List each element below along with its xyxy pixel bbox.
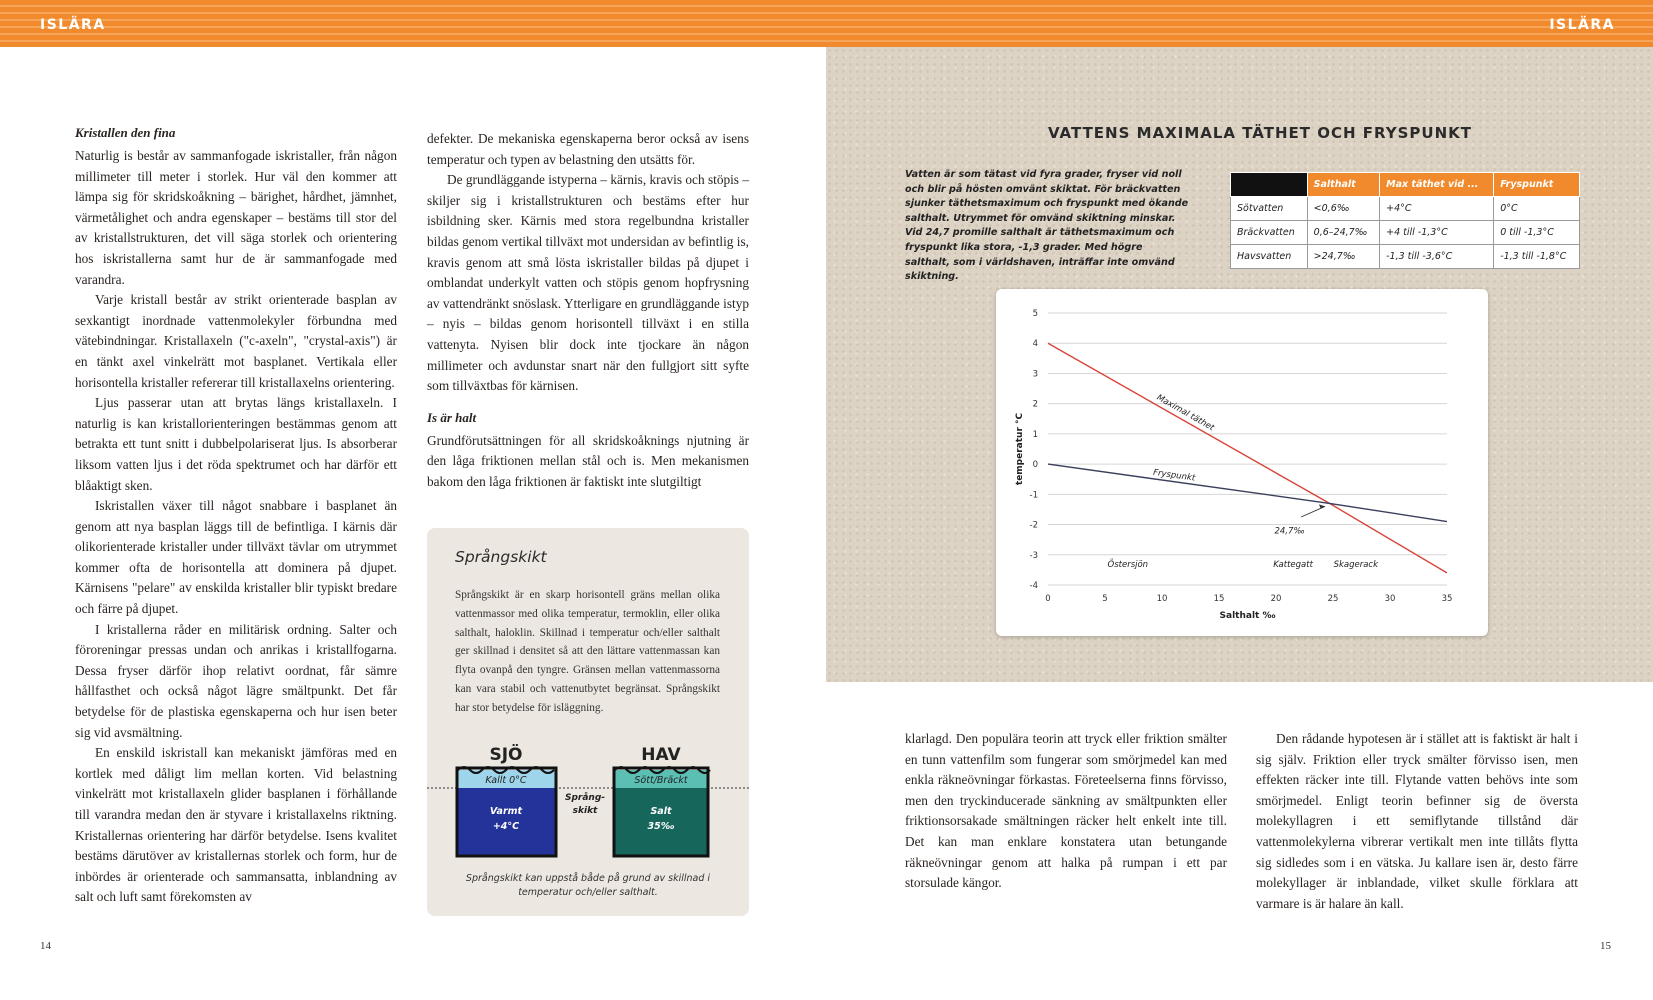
table-header-cell (1231, 173, 1308, 197)
paragraph: Grundförutsättningen för all skridskoåknings njutning är den låga friktionen mellan stål och is. Men mekanismen bakom den låga friktionen är faktiskt inte slutgiltigt (427, 432, 749, 489)
sea-top-label: Sött/Bräckt (634, 775, 688, 786)
table-header-cell: Fryspunkt (1494, 173, 1580, 197)
sea-bottom-label-2: 35‰ (647, 821, 675, 832)
lake-bottom-label-1: Varmt (489, 806, 523, 817)
x-tick-label: 30 (1384, 594, 1396, 604)
y-tick-label: 0 (1032, 460, 1038, 471)
x-tick-label: 0 (1045, 594, 1051, 604)
paragraph: I kristallerna råder en militärisk ordning. Salter och föroreningar pressas undan och anrikas i kristallfogarna. Dessa fryser därför ihop relativt oordnat, får sämre hållfasthet och också något lägre smältpunkt. Det får betydelse för de plastiska egenskaperna och hur isen beter sig vid avsmältning. (75, 621, 397, 740)
left-column-1 (75, 124, 397, 908)
chart-title: VATTENS MAXIMALA TÄTHET OCH FRYSPUNKT (1047, 124, 1473, 142)
y-tick-label: 2 (1032, 399, 1038, 410)
table-header-cell: Max täthet vid ... (1380, 173, 1494, 197)
paragraph: klarlagd. Den populära teorin att tryck eller friktion smälter en tunn vattenfilm som fungerar som smörjmedel kan med enkla räkneövningar förkastas. Företeelserna finns förvisso, men den tryckinducerade sänkning av smältpunkten eller friktionsorsakade smältningen räcker helt enkelt inte till. Det kan man enklare konstatera utan betungande räkneövningar genom att halka på rumpan i ett par storsulade kängor. (905, 731, 1227, 891)
lake-top-label: Kallt 0°C (485, 775, 527, 786)
table-cell: <0,6‰ (1307, 197, 1379, 221)
y-tick-label: 3 (1032, 369, 1038, 380)
lake-label: SJÖ (489, 745, 523, 765)
paragraph: Varje kristall består av strikt orienterade basplan av sexkantigt inordnade vattenmolekyler förbundna med vätebindningar. Kristallaxeln ("c-axeln", "crystal-axis") är en tänkt axel vinkelrätt mot basplanet. Vertikala eller horisontella kristaller refererar till kristallaxelns orientering. (75, 292, 397, 390)
annotation-label: Skagerack (1333, 559, 1379, 570)
paragraph: Ljus passerar utan att brytas längs kristallaxeln. I naturlig is kan kristallorienteringen bestämmas genom att betrakta ett tunt snitt i dubbelpolariserat ljus. Is absorberar liksom vatten ljus i det röda spektrumet och har därför ett blåaktigt sken. (75, 395, 397, 493)
freezing-point-series-label: Fryspunkt (1152, 467, 1196, 484)
x-tick-label: 15 (1213, 594, 1225, 604)
density-freezing-chart (996, 289, 1488, 636)
chart-annotations (1108, 393, 1380, 570)
right-column-1 (905, 729, 1227, 894)
x-tick-label: 20 (1270, 594, 1282, 604)
paragraph: Iskristallen växer till något snabbare i basplanet än genom att nya basplan läggs till de befintliga. I kärnis där olikorienterade kristaller under tillväxt tävlar om utrymmet kommer ofta de horisontella att dominera på djupet. Kärnisens "pelare" av enskilda kristaller blir typiskt bredare och färre på djupet. (75, 498, 397, 617)
middle-label-1: Språng- (564, 793, 606, 803)
chart-card (996, 289, 1488, 636)
table-cell: Sötvatten (1231, 197, 1308, 221)
y-tick-label: 1 (1032, 429, 1038, 440)
salinity-table (1230, 172, 1580, 269)
table-cell: Havsvatten (1231, 245, 1308, 269)
header-left-title: ISLÄRA (40, 17, 106, 33)
table-cell: -1,3 till -1,8°C (1494, 245, 1580, 269)
sidebar-title: Språngskikt (455, 548, 547, 566)
paragraph: defekter. De mekaniska egenskaperna beror också av isens temperatur och typen av belastning den utsätts för. (427, 131, 749, 167)
table-row (1231, 197, 1580, 221)
left-column-2 (427, 129, 749, 493)
y-tick-label: -4 (1029, 581, 1038, 591)
sidebar-sprangskikt (427, 528, 749, 916)
paragraph: Den rådande hypotesen är i stället att is faktiskt är halt i sig själv. Friktion eller tryck smälter förvisso isen, men effekten räcker inte till. Flytande vatten behövs inte som smörjmedel. Enligt teorin befinner sig de översta molekyllagren i ett semiflytande tillstånd där vattenmolekylerna vibrerar vertikalt men inte tillåts flytta sig sidledes som i en vätska. Ju kallare isen är, desto färre molekyllager är inblandade, vilket skulle förklara att varmare is är halare än kall. (1256, 731, 1578, 911)
x-tick-label: 35 (1441, 594, 1453, 604)
paragraph: De grundläggande istyperna – kärnis, kravis och stöpis – skiljer sig i kristallstrukturen och bestäms efter hur isbildning sker. Kärnis med stora regelbundna kristaller bildas genom vertikal tillväxt mot undersidan av befintlig is, kravis genom att små lösta iskristaller bildas på djupet i omblandat underkylt vatten och stöpis genom hopfrysning av vattendränkt snöslask. Ytterligare en grundläggande istyp – nyis – bildas genom horisontell tillväxt i en stilla vattenyta. Nyisen blir dock inte tjockare än någon millimeter och avdunstar snart när den fullgjort sitt syfte som tillväxtbas för kärnisen. (427, 172, 749, 394)
table-cell: >24,7‰ (1307, 245, 1379, 269)
y-tick-label: -1 (1029, 490, 1038, 501)
paragraph: Naturlig is består av sammanfogade iskristaller, från någon millimeter till meter i storlek. Hur väl den kommer att lämpa sig för skridskoåkning – bärighet, hårdhet, jämnhet, värmetålighet och andra egenskaper – bestäms till stor del av kristallstrukturen, det vill säga storlek och orientering hos iskristallerna samt hur de är sammanfogade med varandra. (75, 148, 397, 287)
table-row (1231, 221, 1580, 245)
x-axis-ticks (1045, 594, 1452, 604)
thermocline-figure (427, 740, 749, 870)
section-heading-kristallen: Kristallen den fina (75, 125, 176, 140)
header-right-title: ISLÄRA (1549, 17, 1615, 33)
y-axis-label: temperatur °C (1015, 412, 1025, 486)
chart-caption: Vatten är som tätast vid fyra grader, fryser vid noll och blir på hösten omvänt skiktat. För bräckvatten sjunker täthetsmaximum och fryspunkt med ökande salthalt. Utrymmet för omvänd skiktning minskar. Vid 24,7 promille salthalt är täthetsmaximum och fryspunkt lika stora, -1,3 grader. Med högre salthalt, som i världshaven, inträffar inte omvänd skiktning. (905, 169, 1189, 283)
y-tick-label: 5 (1032, 309, 1038, 319)
annotation-label: Kattegatt (1273, 559, 1313, 570)
table-cell: +4°C (1380, 197, 1494, 221)
max-density-series-label: Maximal täthet (1154, 392, 1216, 434)
sea-label: HAV (641, 745, 681, 765)
figure-caption: Språngskikt kan uppstå både på grund av skillnad i temperatur och/eller salthalt. (465, 873, 711, 898)
right-column-2 (1256, 729, 1578, 914)
x-axis-label: Salthalt ‰ (1219, 611, 1276, 621)
y-axis-ticks (1030, 309, 1038, 591)
y-tick-label: -2 (1029, 520, 1038, 531)
chart-series (1048, 343, 1447, 573)
table-cell: Bräckvatten (1231, 221, 1308, 245)
intersection-label: 24,7‰ (1274, 526, 1305, 537)
annotation-label: Östersjön (1107, 559, 1149, 570)
section-heading-is-ar-halt: Is är halt (427, 409, 477, 425)
sea-bottom-label-1: Salt (650, 806, 672, 817)
table-cell: +4 till -1,3°C (1380, 221, 1494, 245)
max-density-line (1048, 343, 1447, 573)
x-tick-label: 5 (1102, 594, 1108, 604)
table-header-cell: Salthalt (1307, 173, 1379, 197)
chart-grid (1048, 313, 1447, 585)
freezing-point-line (1048, 464, 1447, 521)
page-number-left: 14 (40, 940, 51, 952)
table-cell: 0°C (1494, 197, 1580, 221)
x-tick-label: 10 (1156, 594, 1168, 604)
y-tick-label: -3 (1029, 550, 1038, 561)
page-number-right: 15 (1600, 940, 1611, 952)
header-banner (0, 0, 1653, 47)
table-row (1231, 245, 1580, 269)
table-cell: 0 till -1,3°C (1494, 221, 1580, 245)
paragraph: En enskild iskristall kan mekaniskt jämföras med en kortlek med dåligt lim mellan korten. Vid belastning vinkelrätt mot kristallaxeln glider basplanen i förhållande till varandra medan den är styvare i kristallaxelns riktning. Kristallernas orientering har därför betydelse. Isens kvalitet bestäms därutöver av kristallernas storlek och form, hur de inbördes är orienterade och sammansatta, inblandning av salt och luft samt förekomsten av (75, 745, 397, 905)
table-cell: -1,3 till -3,6°C (1380, 245, 1494, 269)
table-header-row (1231, 173, 1580, 197)
x-tick-label: 25 (1327, 594, 1339, 604)
lake-bottom-label-2: +4°C (492, 821, 520, 832)
middle-label-2: skikt (572, 806, 598, 816)
table-cell: 0,6–24,7‰ (1307, 221, 1379, 245)
sidebar-body: Språngskikt är en skarp horisontell gräns mellan olika vattenmassor med olika temperatur, termoklin, eller olika salthalt, haloklin. Skillnad i temperatur och/eller salthalt ger skillnad i densitet så att den lättare vattenmassan kan flyta ovanpå den tyngre. Gränsen mellan vattenmassorna kan vara stabil och vattenutbytet begränsat. Språngskikt har stor betydelse för isläggning. (455, 589, 720, 714)
y-tick-label: 4 (1032, 339, 1038, 350)
